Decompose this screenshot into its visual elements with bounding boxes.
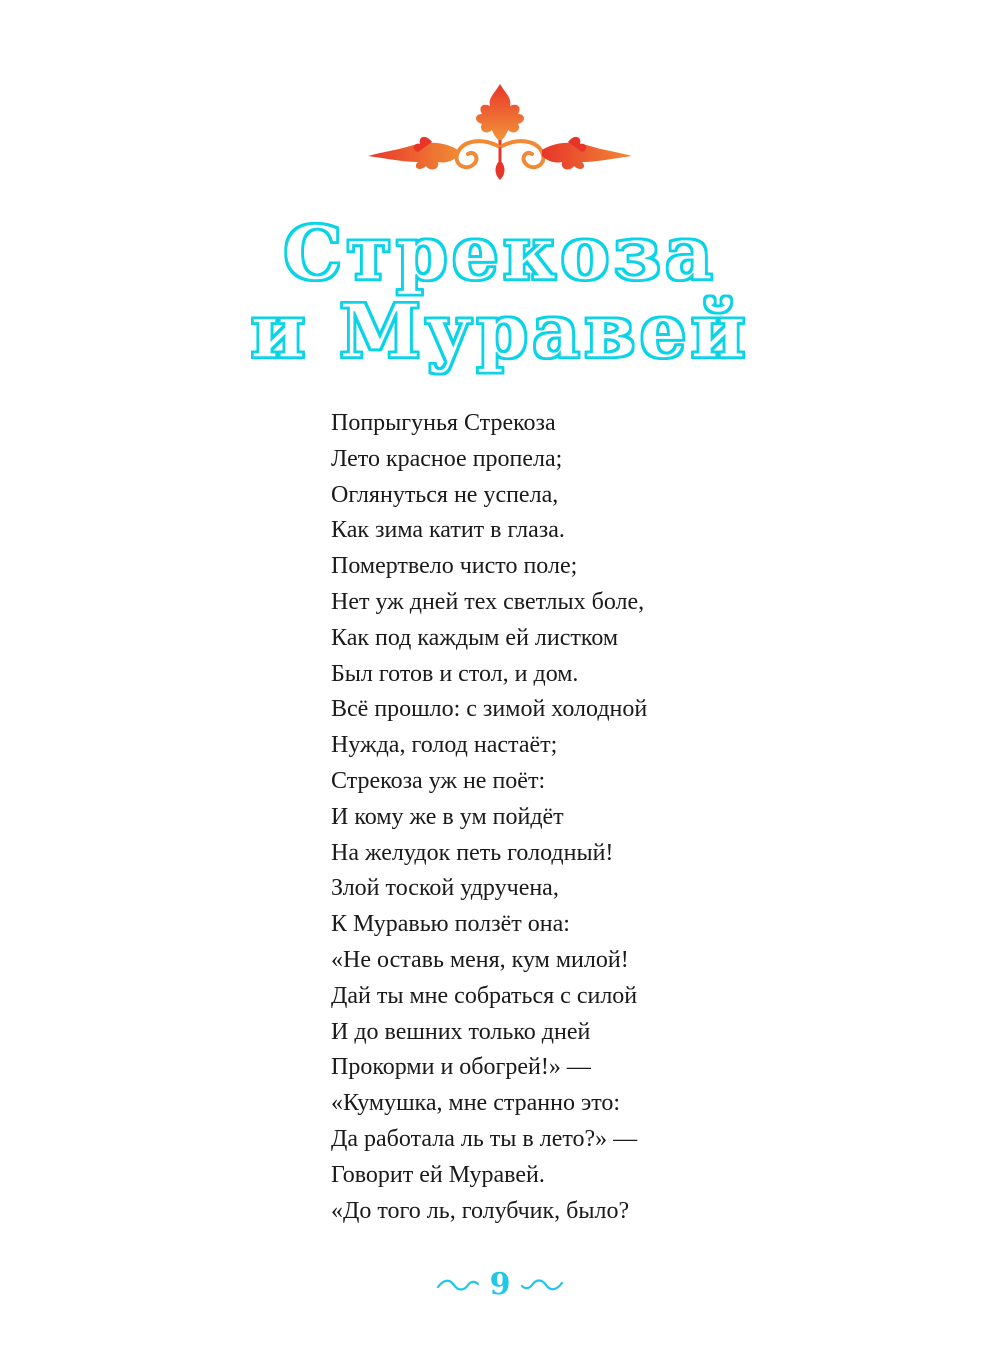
- page-number: 9: [489, 1267, 511, 1302]
- poem-line: Прокорми и обогрей!» —: [331, 1054, 591, 1081]
- poem-line: Всё прошло: с зимой холодной: [331, 696, 648, 723]
- poem-line: Оглянуться не успела,: [331, 481, 559, 508]
- swash-left-icon: [436, 1277, 480, 1293]
- title-line-2: и Муравей: [250, 289, 750, 375]
- poem-line: Нет уж дней тех светлых боле,: [331, 588, 645, 615]
- poem-line: «До того ль, голубчик, было?: [331, 1197, 630, 1224]
- poem-line: Был готов и стол, и дом.: [331, 660, 579, 687]
- poem-line: Помертвело чисто поле;: [331, 553, 578, 580]
- poem-line: Дай ты мне собраться с силой: [331, 982, 638, 1009]
- poem-line: «Кумушка, мне странно это:: [331, 1090, 621, 1117]
- poem-text: [331, 406, 751, 1229]
- poem-line: И до вешних только дней: [331, 1018, 591, 1045]
- page-folio: [0, 1265, 1000, 1305]
- title-line-1: Стрекоза: [283, 211, 717, 297]
- poem-line: И кому же в ум пойдёт: [331, 803, 564, 830]
- swash-right-icon: [520, 1277, 564, 1293]
- floral-flourish-icon: [362, 80, 638, 184]
- poem-line: Как под каждым ей листком: [331, 624, 619, 651]
- poem-line: Нужда, голод настаёт;: [331, 732, 558, 759]
- poem-line: На желудок петь голодный!: [331, 839, 614, 866]
- poem-line: Как зима катит в глаза.: [331, 517, 565, 544]
- poem-line: Да работала ль ты в лето?» —: [331, 1125, 638, 1152]
- poem-line: Говорит ей Муравей.: [331, 1161, 545, 1188]
- poem-line: К Муравью ползёт она:: [331, 911, 570, 938]
- poem-line: Попрыгунья Стрекоза: [331, 410, 556, 436]
- poem-line: «Не оставь меня, кум милой!: [331, 946, 629, 973]
- poem-line: Лето красное пропела;: [331, 445, 563, 472]
- poem-line: Стрекоза уж не поёт:: [331, 767, 546, 794]
- poem-line: Злой тоской удручена,: [331, 875, 559, 902]
